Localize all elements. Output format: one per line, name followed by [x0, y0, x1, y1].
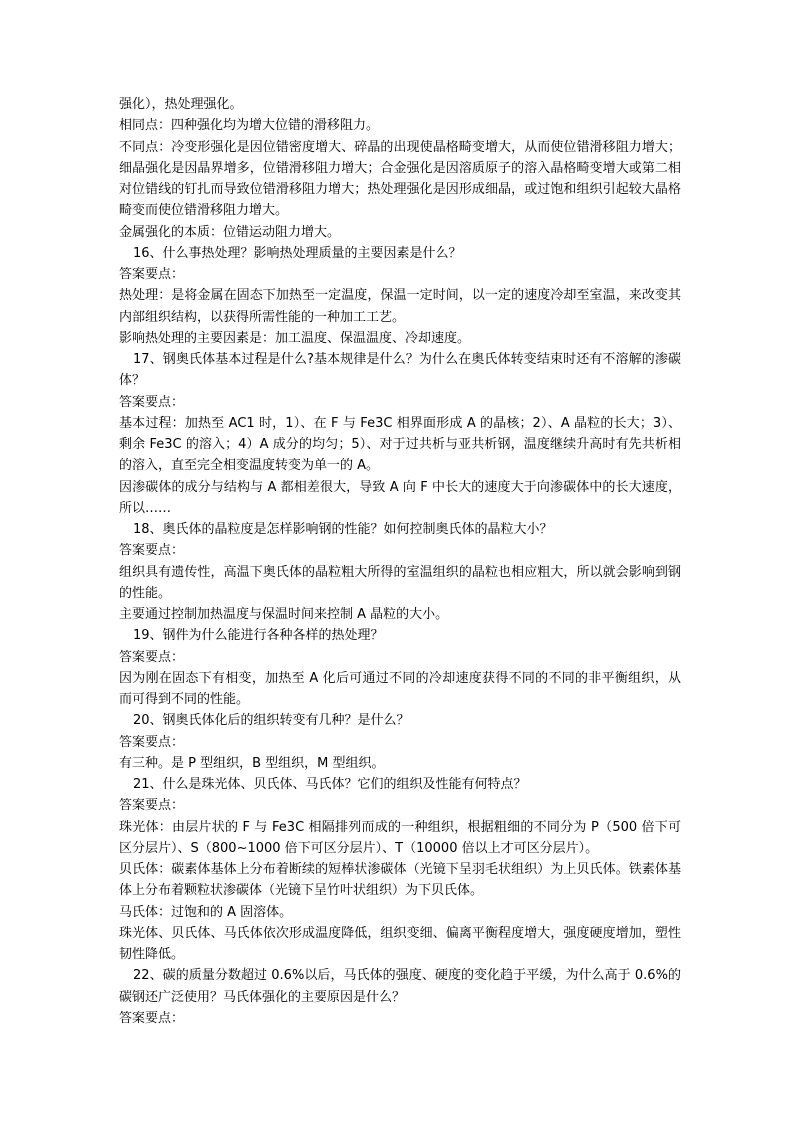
question-paragraph: 19、钢件为什么能进行各种各样的热处理？: [133, 628, 384, 644]
answer-paragraph: 答案要点：: [119, 649, 185, 665]
question-paragraph: 20、钢奥氏体化后的组织转变有几种？是什么？: [133, 713, 410, 729]
question-paragraph: 17、钢奥氏体基本过程是什么?基本规律是什么？为什么在奥氏体转变结束时还有不溶解的渗碳体？: [119, 352, 681, 389]
answer-paragraph: 影响热处理的主要因素是：加工温度、保温温度、冷却速度。: [119, 330, 471, 346]
answer-paragraph: 相同点：四种强化均为增大位错的滑移阻力。: [119, 118, 380, 134]
answer-paragraph: 珠光体：由层片状的 F 与 Fe3C 相隔排列而成的一种组织，根据粗细的不同分为 P（500 倍下可区分层片）、S（800~1000 倍下可区分层片）、T（10000 倍以上才可区分层片）。: [119, 819, 681, 856]
answer-paragraph: 珠光体、贝氏体、马氏体依次形成温度降低，组织变细、偏离平衡程度增大，强度硬度增加，塑性韧性降低。: [119, 925, 681, 962]
answer-paragraph: 强化），热处理强化。: [119, 97, 243, 112]
question-paragraph: 21、什么是珠光体、贝氏体、马氏体？它们的组织及性能有何特点？: [133, 777, 527, 792]
answer-paragraph: 主要通过控制加热温度与保温时间来控制 A 晶粒的大小。: [119, 607, 449, 622]
answer-paragraph: 因为刚在固态下有相变，加热至 A 化后可通过不同的冷却速度获得不同的不同的非平衡组织，从而可得到不同的性能。: [119, 670, 681, 707]
answer-paragraph: 组织具有遗传性，高温下奥氏体的晶粒粗大所得的室温组织的晶粒也相应粗大，所以就会影响到钢的性能。: [119, 564, 681, 601]
answer-paragraph: 答案要点：: [119, 798, 185, 814]
answer-paragraph: 有三种。是 P 型组织，B 型组织，M 型组织。: [119, 755, 385, 771]
answer-paragraph: 马氏体：过饱和的 A 固溶体。: [119, 904, 293, 920]
answer-paragraph: 基本过程：加热至 AC1 时，1）、在 F 与 Fe3C 相界面形成 A 的晶核；2）、A 晶粒的长大；3）、剩余 Fe3C 的溶入；4）A 成分的均匀；5）、对于过共析与亚共析钢，温度继续升高时有先共析相的溶入，直至完全相变温度转变为单一的 A。: [119, 415, 681, 474]
answer-paragraph: 不同点：冷变形强化是因位错密度增大、碎晶的出现使晶格畸变增大，从而使位错滑移阻力增大；细晶强化是因晶界增多，位错滑移阻力增大；合金强化是因溶质原子的溶入晶格畸变增大或第二相对位错线的钉扎而导致位错滑移阻力增大；热处理强化是因形成细晶，或过饱和组织引起较大晶格畸变而使位错滑移阻力增大。: [119, 139, 681, 219]
answer-paragraph: 答案要点：: [119, 394, 185, 410]
document-body: [119, 94, 681, 1029]
answer-paragraph: 热处理：是将金属在固态下加热至一定温度，保温一定时间，以一定的速度冷却至室温，来改变其内部组织结构，以获得所需性能的一种加工工艺。: [119, 288, 681, 325]
answer-paragraph: 答案要点：: [119, 543, 185, 559]
question-paragraph: 16、什么事热处理？影响热处理质量的主要因素是什么？: [133, 245, 462, 261]
answer-paragraph: 贝氏体：碳素体基体上分布着断续的短棒状渗碳体（光镜下呈羽毛状组织）为上贝氏体。铁素体基体上分布着颗粒状渗碳体（光镜下呈竹叶状组织）为下贝氏体。: [119, 862, 681, 899]
answer-paragraph: 金属强化的本质：位错运动阻力增大。: [119, 224, 341, 240]
question-paragraph: 18、奥氏体的晶粒度是怎样影响钢的性能？如何控制奥氏体的晶粒大小？: [133, 522, 553, 537]
answer-paragraph: 因渗碳体的成分与结构与 A 都相差很大，导致 A 向 F 中长大的速度大于向渗碳体中的长大速度，所以……: [119, 479, 681, 516]
question-paragraph: 22、碳的质量分数超过 0.6%以后，马氏体的强度、硬度的变化趋于平缓，为什么高于 0.6%的碳钢还广泛使用？马氏体强化的主要原因是什么？: [119, 968, 681, 1005]
answer-paragraph: 答案要点：: [119, 1010, 185, 1026]
answer-paragraph: 答案要点：: [119, 267, 185, 282]
answer-paragraph: 答案要点：: [119, 734, 185, 750]
